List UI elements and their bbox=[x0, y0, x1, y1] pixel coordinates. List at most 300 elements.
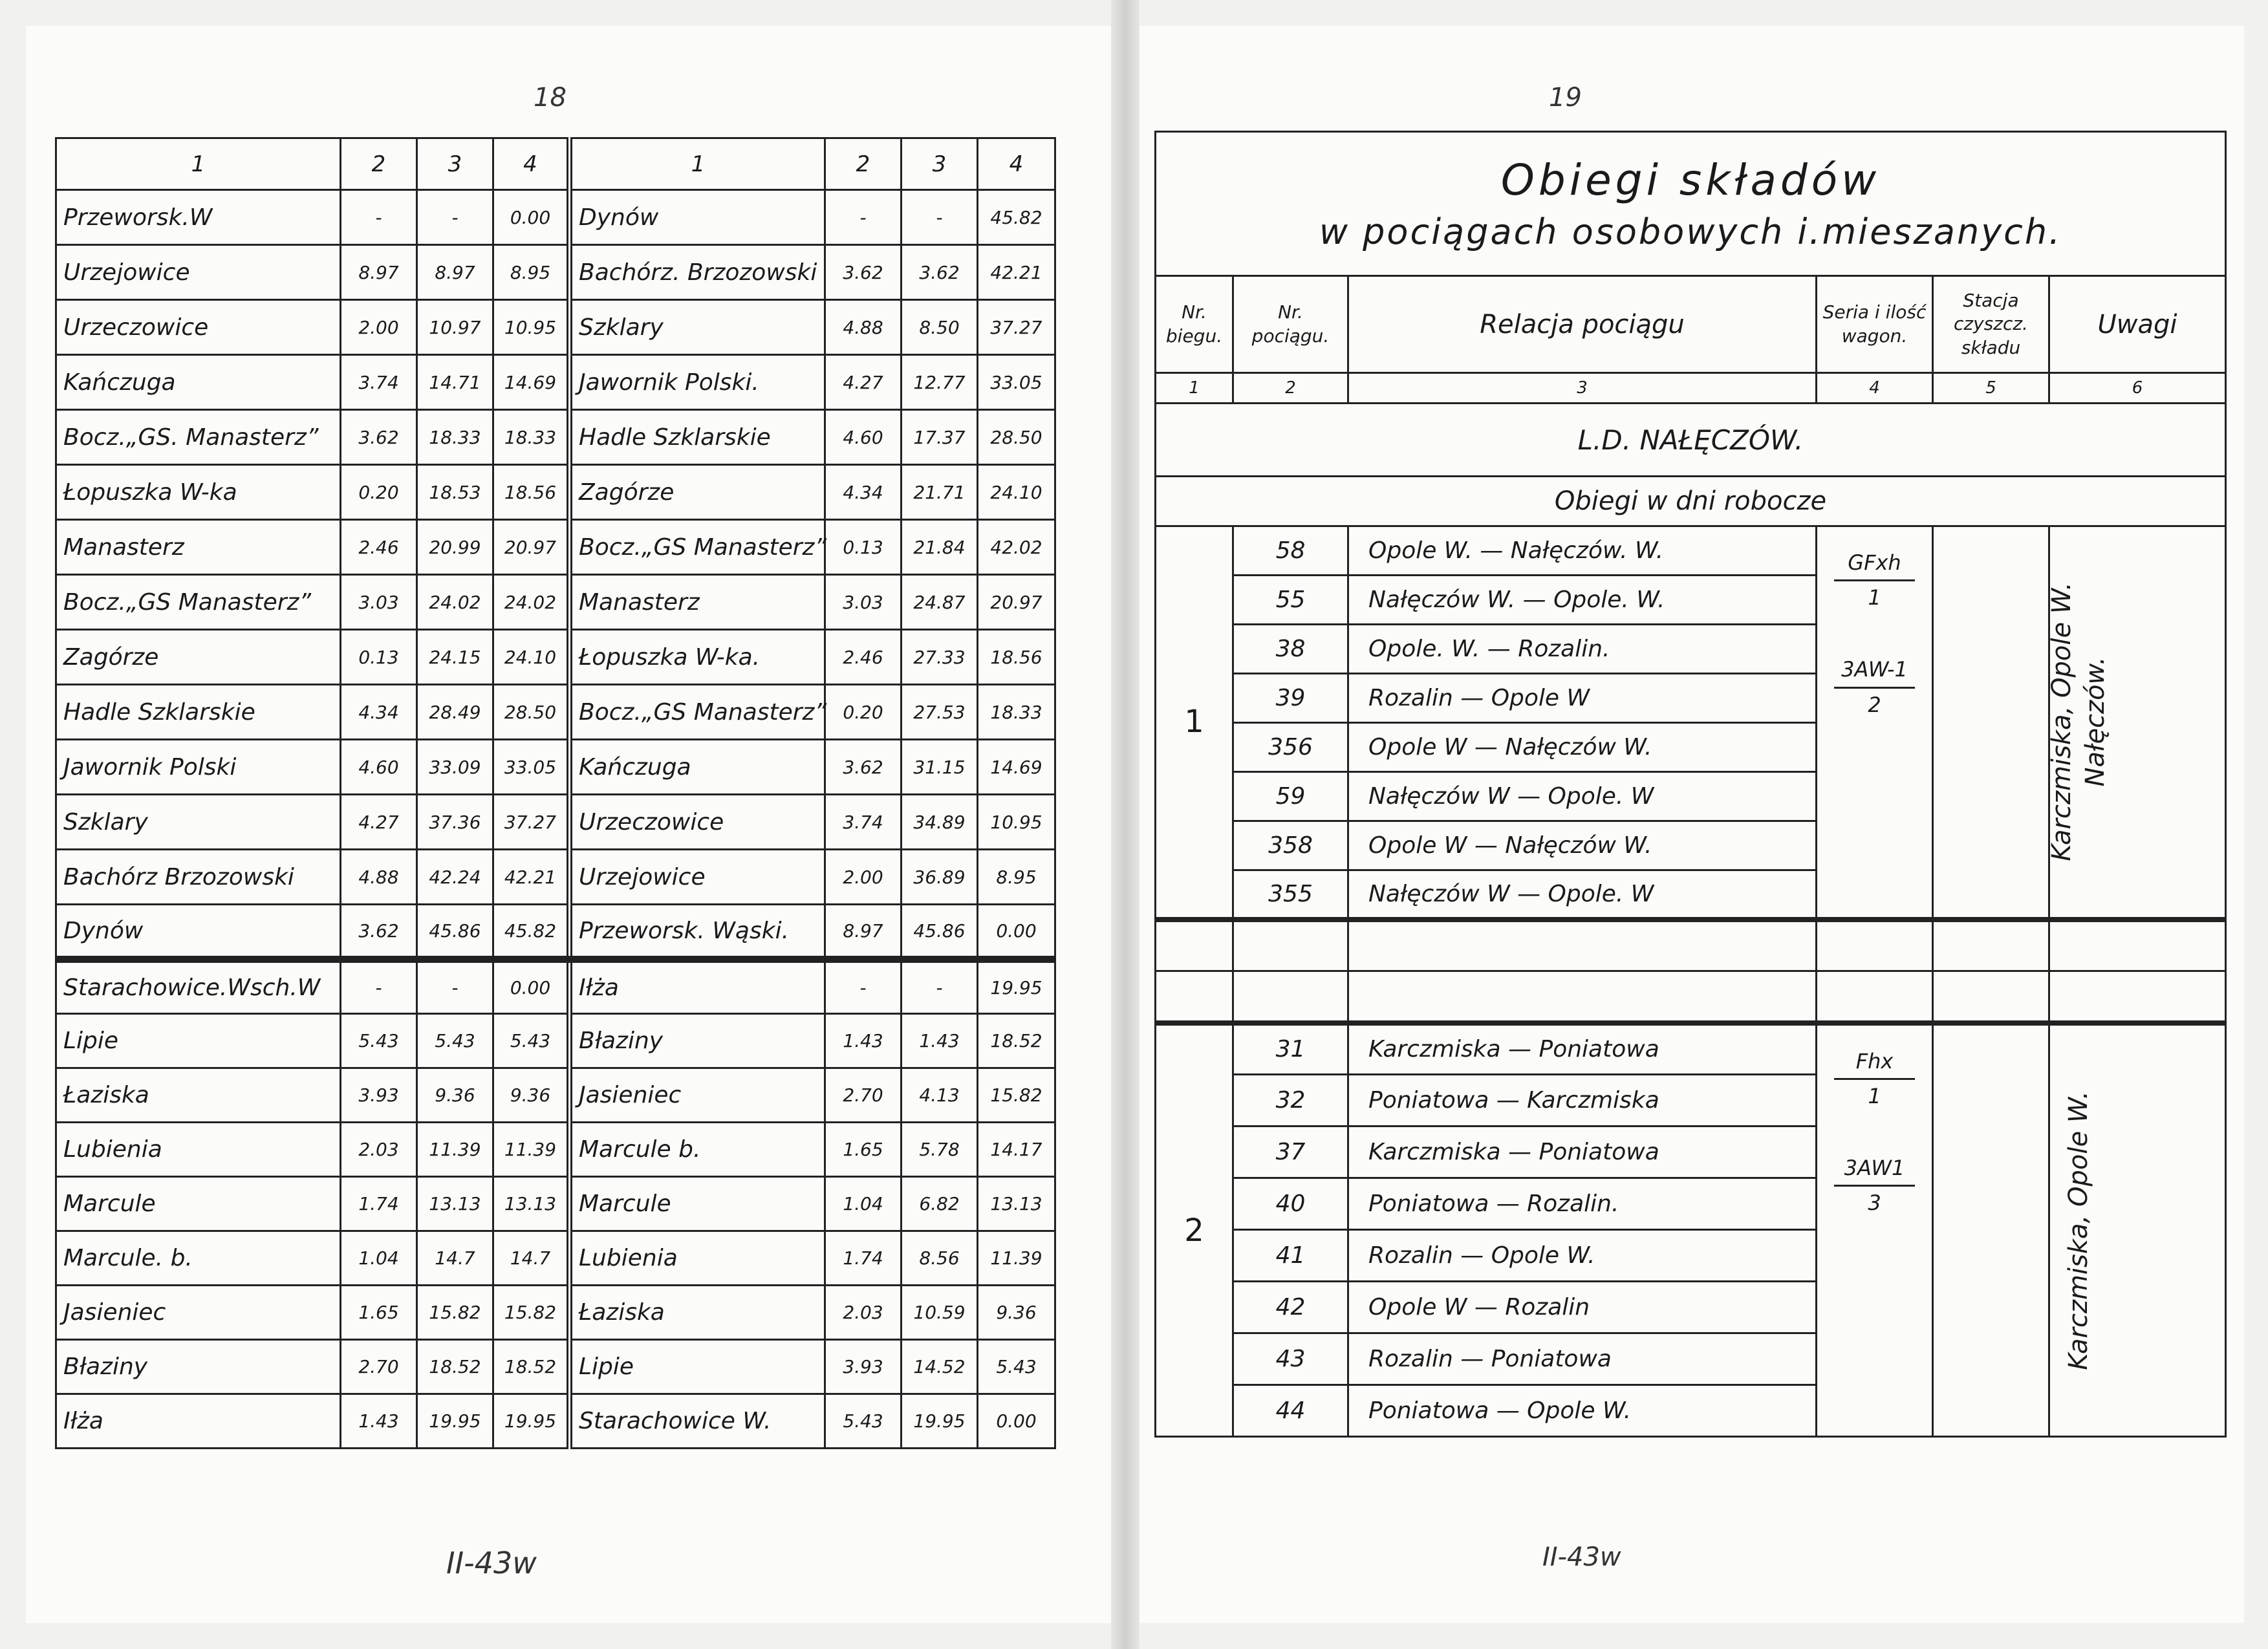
km-value-cell: 2.70 bbox=[341, 1340, 417, 1394]
station-name-cell: Kańczuga bbox=[570, 740, 825, 795]
km-value-cell: 3.62 bbox=[341, 905, 417, 960]
station-name-cell: Dynów bbox=[570, 190, 825, 245]
station-name-cell: Jawornik Polski bbox=[56, 740, 341, 795]
table-row bbox=[56, 795, 1055, 850]
station-name-cell: Bocz.„GS Manasterz” bbox=[570, 520, 825, 575]
km-value-cell: 18.53 bbox=[417, 465, 493, 520]
kilometre-table bbox=[55, 137, 1056, 1449]
cleaning-station-text bbox=[2062, 1091, 2095, 1370]
km-value-cell: 10.95 bbox=[978, 795, 1055, 850]
page-number-left: 18 bbox=[534, 83, 567, 113]
station-name-cell: Hadle Szklarskie bbox=[570, 410, 825, 465]
km-value-cell: 0.00 bbox=[978, 905, 1055, 960]
depot-name: L.D. NAŁĘCZÓW. bbox=[1156, 404, 2226, 477]
station-name-cell: Urzejowice bbox=[56, 245, 341, 300]
km-value-cell: 8.97 bbox=[341, 245, 417, 300]
km-value-cell: 9.36 bbox=[417, 1068, 493, 1123]
km-value-cell: 5.43 bbox=[417, 1014, 493, 1068]
wagon-series-line: 3AW1 bbox=[1834, 1152, 1915, 1187]
circulation-table bbox=[1154, 131, 2227, 1438]
station-name-cell: Iłża bbox=[56, 1394, 341, 1449]
km-value-cell: 4.60 bbox=[341, 740, 417, 795]
km-value-cell: 1.65 bbox=[341, 1286, 417, 1340]
km-value-cell: 2.46 bbox=[341, 520, 417, 575]
table-row bbox=[56, 1286, 1055, 1340]
station-name-cell: Jasieniec bbox=[570, 1068, 825, 1123]
station-name-cell: Manasterz bbox=[56, 520, 341, 575]
train-relation: Opole W — Nałęczów W. bbox=[1348, 723, 1817, 772]
km-value-cell: 11.39 bbox=[417, 1123, 493, 1177]
train-relation: Opole W — Nałęczów W. bbox=[1348, 821, 1817, 870]
km-value-cell: 18.56 bbox=[493, 465, 570, 520]
col-number: 4 bbox=[1817, 373, 1933, 404]
header-relacja: Relacja pociągu bbox=[1348, 276, 1817, 373]
km-value-cell: 14.71 bbox=[417, 355, 493, 410]
km-value-cell: 1.43 bbox=[902, 1014, 978, 1068]
km-value-cell: 19.95 bbox=[493, 1394, 570, 1449]
km-value-cell: 3.03 bbox=[825, 575, 902, 630]
train-relation: Poniatowa — Karczmiska bbox=[1348, 1075, 1817, 1126]
km-value-cell: 0.13 bbox=[341, 630, 417, 685]
table-title bbox=[1156, 132, 2226, 276]
km-value-cell: 3.62 bbox=[341, 410, 417, 465]
km-value-cell: 5.43 bbox=[978, 1340, 1055, 1394]
train-number: 37 bbox=[1233, 1126, 1348, 1178]
km-value-cell: 20.97 bbox=[493, 520, 570, 575]
km-value-cell: 42.21 bbox=[493, 850, 570, 905]
km-value-cell: 18.33 bbox=[417, 410, 493, 465]
train-relation: Rozalin — Opole W bbox=[1348, 674, 1817, 723]
col-number: 6 bbox=[2049, 373, 2226, 404]
km-value-cell: 14.52 bbox=[902, 1340, 978, 1394]
station-name-cell: Bocz.„GS Manasterz” bbox=[570, 685, 825, 740]
km-value-cell: 21.84 bbox=[902, 520, 978, 575]
station-name-cell: Dynów bbox=[56, 905, 341, 960]
table-row bbox=[56, 960, 1055, 1014]
table-row bbox=[56, 245, 1055, 300]
station-name-cell: Jasieniec bbox=[56, 1286, 341, 1340]
train-relation: Karczmiska — Poniatowa bbox=[1348, 1126, 1817, 1178]
blank-cell bbox=[1933, 971, 2049, 1023]
station-name-cell: Przeworsk.W bbox=[56, 190, 341, 245]
km-value-cell: 4.88 bbox=[341, 850, 417, 905]
km-value-cell: 18.52 bbox=[417, 1340, 493, 1394]
km-value-cell: 5.43 bbox=[493, 1014, 570, 1068]
table-row bbox=[56, 1340, 1055, 1394]
station-name-cell: Szklary bbox=[570, 300, 825, 355]
km-value-cell: 5.78 bbox=[902, 1123, 978, 1177]
km-value-cell: 36.89 bbox=[902, 850, 978, 905]
run-number: 1 bbox=[1156, 526, 1233, 920]
section-subtitle: Obiegi w dni robocze bbox=[1156, 477, 2226, 526]
km-value-cell: 24.10 bbox=[978, 465, 1055, 520]
cleaning-station bbox=[1933, 1023, 2093, 1437]
km-value-cell: 4.13 bbox=[902, 1068, 978, 1123]
train-number: 40 bbox=[1233, 1178, 1348, 1230]
km-value-cell: 14.7 bbox=[493, 1231, 570, 1286]
header-seria: Seria i ilość wagon. bbox=[1817, 276, 1933, 373]
km-value-cell: 33.05 bbox=[978, 355, 1055, 410]
column-header: 1 bbox=[56, 138, 341, 190]
train-number: 43 bbox=[1233, 1333, 1348, 1385]
column-header: 4 bbox=[978, 138, 1055, 190]
table-row bbox=[56, 685, 1055, 740]
train-number: 32 bbox=[1233, 1075, 1348, 1126]
train-number: 31 bbox=[1233, 1023, 1348, 1075]
km-value-cell: 2.70 bbox=[825, 1068, 902, 1123]
km-value-cell: 24.15 bbox=[417, 630, 493, 685]
station-name-cell: Marcule. b. bbox=[56, 1231, 341, 1286]
col-number: 3 bbox=[1348, 373, 1817, 404]
km-value-cell: 10.97 bbox=[417, 300, 493, 355]
station-name-cell: Błaziny bbox=[570, 1014, 825, 1068]
km-value-cell: 37.36 bbox=[417, 795, 493, 850]
table-row bbox=[56, 1177, 1055, 1231]
blank-cell bbox=[1817, 971, 1933, 1023]
station-name-cell: Marcule b. bbox=[570, 1123, 825, 1177]
km-value-cell: 3.74 bbox=[341, 355, 417, 410]
km-value-cell: 19.95 bbox=[417, 1394, 493, 1449]
km-value-cell: 45.86 bbox=[417, 905, 493, 960]
km-value-cell: 3.62 bbox=[825, 740, 902, 795]
km-value-cell: 0.13 bbox=[825, 520, 902, 575]
table-row bbox=[56, 1231, 1055, 1286]
km-value-cell: 42.02 bbox=[978, 520, 1055, 575]
station-name-cell: Marcule bbox=[570, 1177, 825, 1231]
km-value-cell: 1.43 bbox=[825, 1014, 902, 1068]
station-name-cell: Przeworsk. Wąski. bbox=[570, 905, 825, 960]
km-value-cell: 24.02 bbox=[417, 575, 493, 630]
table-row bbox=[56, 1123, 1055, 1177]
km-value-cell: 21.71 bbox=[902, 465, 978, 520]
km-value-cell: 45.86 bbox=[902, 905, 978, 960]
km-value-cell: 18.52 bbox=[493, 1340, 570, 1394]
km-value-cell: 3.03 bbox=[341, 575, 417, 630]
header-nr-pociagu: Nr. pociągu. bbox=[1233, 276, 1348, 373]
km-value-cell: 19.95 bbox=[902, 1394, 978, 1449]
km-value-cell: 0.00 bbox=[493, 960, 570, 1014]
km-value-cell: 20.97 bbox=[978, 575, 1055, 630]
book-spine bbox=[1111, 0, 1139, 1649]
station-name-cell: Urzeczowice bbox=[56, 300, 341, 355]
km-value-cell: 12.77 bbox=[902, 355, 978, 410]
km-value-cell: 37.27 bbox=[493, 795, 570, 850]
km-value-cell: 3.93 bbox=[825, 1340, 902, 1394]
km-value-cell: 15.82 bbox=[417, 1286, 493, 1340]
station-name-cell: Marcule bbox=[56, 1177, 341, 1231]
table-row bbox=[56, 355, 1055, 410]
column-header: 4 bbox=[493, 138, 570, 190]
km-value-cell: 4.27 bbox=[825, 355, 902, 410]
km-value-cell: 34.89 bbox=[902, 795, 978, 850]
station-name-cell: Urzeczowice bbox=[570, 795, 825, 850]
blank-cell bbox=[2049, 971, 2226, 1023]
km-value-cell: 8.95 bbox=[978, 850, 1055, 905]
km-value-cell: 13.13 bbox=[493, 1177, 570, 1231]
km-value-cell: 11.39 bbox=[493, 1123, 570, 1177]
km-value-cell: 8.56 bbox=[902, 1231, 978, 1286]
km-value-cell: - bbox=[825, 960, 902, 1014]
station-name-cell: Zagórze bbox=[570, 465, 825, 520]
station-name-cell: Szklary bbox=[56, 795, 341, 850]
km-value-cell: 4.60 bbox=[825, 410, 902, 465]
table-header-row bbox=[56, 138, 1055, 190]
wagon-series-line: 3AW-1 bbox=[1834, 653, 1915, 688]
table-row bbox=[56, 520, 1055, 575]
km-value-cell: 14.69 bbox=[493, 355, 570, 410]
km-value-cell: 14.17 bbox=[978, 1123, 1055, 1177]
train-relation: Nałęczów W. — Opole. W. bbox=[1348, 576, 1817, 625]
km-value-cell: 45.82 bbox=[978, 190, 1055, 245]
blank-cell bbox=[1156, 971, 1233, 1023]
km-value-cell: 2.00 bbox=[825, 850, 902, 905]
km-value-cell: 18.33 bbox=[978, 685, 1055, 740]
train-number: 41 bbox=[1233, 1230, 1348, 1282]
station-name-cell: Lipie bbox=[56, 1014, 341, 1068]
table-row bbox=[56, 575, 1055, 630]
train-number: 356 bbox=[1233, 723, 1348, 772]
col-number: 2 bbox=[1233, 373, 1348, 404]
km-value-cell: 33.09 bbox=[417, 740, 493, 795]
header-stacja: Stacja czyszcz. składu bbox=[1933, 276, 2049, 373]
km-value-cell: 4.34 bbox=[825, 465, 902, 520]
station-name-cell: Manasterz bbox=[570, 575, 825, 630]
km-value-cell: 18.33 bbox=[493, 410, 570, 465]
table-row bbox=[56, 465, 1055, 520]
station-name-cell: Zagórze bbox=[56, 630, 341, 685]
station-name-cell: Hadle Szklarskie bbox=[56, 685, 341, 740]
km-value-cell: 9.36 bbox=[978, 1286, 1055, 1340]
km-value-cell: 2.46 bbox=[825, 630, 902, 685]
km-value-cell: 9.36 bbox=[493, 1068, 570, 1123]
header-uwagi: Uwagi bbox=[2049, 276, 2226, 373]
km-value-cell: 28.49 bbox=[417, 685, 493, 740]
train-number: 58 bbox=[1233, 526, 1348, 576]
train-row bbox=[1156, 1023, 2226, 1075]
km-value-cell: 18.56 bbox=[978, 630, 1055, 685]
train-number: 44 bbox=[1233, 1385, 1348, 1437]
wagon-series-line: 1 bbox=[1868, 1083, 1881, 1108]
km-value-cell: - bbox=[341, 960, 417, 1014]
station-name-cell: Bachórz Brzozowski bbox=[56, 850, 341, 905]
km-value-cell: 2.03 bbox=[825, 1286, 902, 1340]
train-relation: Poniatowa — Opole W. bbox=[1348, 1385, 1817, 1437]
km-value-cell: 33.05 bbox=[493, 740, 570, 795]
km-value-cell: - bbox=[902, 960, 978, 1014]
km-value-cell: 1.04 bbox=[341, 1231, 417, 1286]
station-name-cell: Urzejowice bbox=[570, 850, 825, 905]
column-header: 3 bbox=[902, 138, 978, 190]
km-value-cell: 42.24 bbox=[417, 850, 493, 905]
station-name-cell: Lubienia bbox=[56, 1123, 341, 1177]
column-header: 2 bbox=[341, 138, 417, 190]
km-value-cell: 14.7 bbox=[417, 1231, 493, 1286]
blank-cell bbox=[1233, 971, 1348, 1023]
wagon-series-line: 3 bbox=[1868, 1191, 1881, 1216]
train-number: 55 bbox=[1233, 576, 1348, 625]
table-row bbox=[56, 1014, 1055, 1068]
train-relation: Opole W — Rozalin bbox=[1348, 1282, 1817, 1333]
km-value-cell: 10.59 bbox=[902, 1286, 978, 1340]
km-value-cell: 1.65 bbox=[825, 1123, 902, 1177]
km-value-cell: 15.82 bbox=[978, 1068, 1055, 1123]
km-value-cell: 24.10 bbox=[493, 630, 570, 685]
cleaning-station-line: Karczmiska, Opole W. bbox=[2046, 582, 2077, 862]
km-value-cell: 0.00 bbox=[493, 190, 570, 245]
km-value-cell: 1.04 bbox=[825, 1177, 902, 1231]
page-number-right: 19 bbox=[1549, 83, 1582, 113]
km-value-cell: 15.82 bbox=[493, 1286, 570, 1340]
km-value-cell: 31.15 bbox=[902, 740, 978, 795]
km-value-cell: 37.27 bbox=[978, 300, 1055, 355]
title-line-2: w pociągach osobowych i.mieszanych. bbox=[1319, 211, 2062, 253]
km-value-cell: 24.02 bbox=[493, 575, 570, 630]
km-value-cell: 8.50 bbox=[902, 300, 978, 355]
km-value-cell: 3.62 bbox=[902, 245, 978, 300]
station-name-cell: Iłża bbox=[570, 960, 825, 1014]
blank-cell bbox=[1348, 971, 1817, 1023]
train-relation: Rozalin — Opole W. bbox=[1348, 1230, 1817, 1282]
km-value-cell: - bbox=[417, 190, 493, 245]
wagon-series-line: 1 bbox=[1868, 585, 1881, 610]
km-value-cell: 17.37 bbox=[902, 410, 978, 465]
cleaning-station-line: Nałęczów. bbox=[2080, 656, 2110, 787]
km-value-cell: 8.95 bbox=[493, 245, 570, 300]
cleaning-station-text bbox=[2045, 582, 2112, 861]
km-value-cell: 28.50 bbox=[978, 410, 1055, 465]
wagon-series-line: GFxh bbox=[1834, 546, 1915, 581]
km-value-cell: 42.21 bbox=[978, 245, 1055, 300]
km-value-cell: 6.82 bbox=[902, 1177, 978, 1231]
station-name-cell: Starachowice.Wsch.W bbox=[56, 960, 341, 1014]
table-row bbox=[56, 190, 1055, 245]
km-value-cell: 3.93 bbox=[341, 1068, 417, 1123]
train-relation: Opole. W. — Rozalin. bbox=[1348, 625, 1817, 674]
header-nr-biegu: Nr. biegu. bbox=[1156, 276, 1233, 373]
km-value-cell: 2.03 bbox=[341, 1123, 417, 1177]
km-value-cell: 0.00 bbox=[978, 1394, 1055, 1449]
column-header: 2 bbox=[825, 138, 902, 190]
station-name-cell: Łaziska bbox=[56, 1068, 341, 1123]
blank-cell bbox=[1817, 920, 1933, 971]
km-value-cell: 27.53 bbox=[902, 685, 978, 740]
train-relation: Rozalin — Poniatowa bbox=[1348, 1333, 1817, 1385]
km-value-cell: 4.27 bbox=[341, 795, 417, 850]
table-row bbox=[56, 1068, 1055, 1123]
km-value-cell: 5.43 bbox=[825, 1394, 902, 1449]
km-value-cell: 18.52 bbox=[978, 1014, 1055, 1068]
blank-cell bbox=[1156, 920, 1233, 971]
km-value-cell: 3.74 bbox=[825, 795, 902, 850]
train-number: 355 bbox=[1233, 870, 1348, 920]
train-number: 358 bbox=[1233, 821, 1348, 870]
km-value-cell: 24.87 bbox=[902, 575, 978, 630]
train-number: 59 bbox=[1233, 772, 1348, 821]
km-value-cell: 45.82 bbox=[493, 905, 570, 960]
km-value-cell: 13.13 bbox=[417, 1177, 493, 1231]
station-name-cell: Bachórz. Brzozowski bbox=[570, 245, 825, 300]
km-value-cell: 14.69 bbox=[978, 740, 1055, 795]
km-value-cell: 11.39 bbox=[978, 1231, 1055, 1286]
km-value-cell: 4.88 bbox=[825, 300, 902, 355]
station-name-cell: Lubienia bbox=[570, 1231, 825, 1286]
train-relation: Nałęczów W — Opole. W bbox=[1348, 870, 1817, 920]
table-row bbox=[56, 1394, 1055, 1449]
table-row bbox=[56, 740, 1055, 795]
wagon-series bbox=[1817, 1023, 1933, 1437]
train-relation: Poniatowa — Rozalin. bbox=[1348, 1178, 1817, 1230]
train-relation: Nałęczów W — Opole. W bbox=[1348, 772, 1817, 821]
station-name-cell: Łopuszka W-ka. bbox=[570, 630, 825, 685]
blank-cell bbox=[1233, 920, 1348, 971]
wagon-series-line: Fhx bbox=[1834, 1045, 1915, 1080]
km-value-cell: 13.13 bbox=[978, 1177, 1055, 1231]
km-value-cell: 10.95 bbox=[493, 300, 570, 355]
km-value-cell: - bbox=[341, 190, 417, 245]
blank-cell bbox=[1933, 920, 2049, 971]
km-value-cell: - bbox=[417, 960, 493, 1014]
column-header: 1 bbox=[570, 138, 825, 190]
train-relation: Opole W. — Nałęczów. W. bbox=[1348, 526, 1817, 576]
table-row bbox=[56, 300, 1055, 355]
col-number: 1 bbox=[1156, 373, 1233, 404]
km-value-cell: - bbox=[902, 190, 978, 245]
station-name-cell: Łopuszka W-ka bbox=[56, 465, 341, 520]
column-header: 3 bbox=[417, 138, 493, 190]
km-value-cell: 28.50 bbox=[493, 685, 570, 740]
km-value-cell: 19.95 bbox=[978, 960, 1055, 1014]
station-name-cell: Jawornik Polski. bbox=[570, 355, 825, 410]
km-value-cell: 4.34 bbox=[341, 685, 417, 740]
train-number: 42 bbox=[1233, 1282, 1348, 1333]
train-row bbox=[1156, 526, 2226, 576]
stamp-right: II-43w bbox=[1542, 1542, 1621, 1572]
wagon-series bbox=[1817, 526, 1933, 920]
blank-cell bbox=[2049, 920, 2226, 971]
station-name-cell: Kańczuga bbox=[56, 355, 341, 410]
table-row bbox=[56, 630, 1055, 685]
km-value-cell: 20.99 bbox=[417, 520, 493, 575]
station-name-cell: Łaziska bbox=[570, 1286, 825, 1340]
station-name-cell: Starachowice W. bbox=[570, 1394, 825, 1449]
stamp-left: II-43w bbox=[446, 1546, 537, 1580]
wagon-series-line: 2 bbox=[1868, 692, 1881, 717]
train-relation: Karczmiska — Poniatowa bbox=[1348, 1023, 1817, 1075]
title-line-1: Obiegi składów bbox=[1500, 155, 1881, 205]
km-value-cell: 8.97 bbox=[417, 245, 493, 300]
station-name-cell: Lipie bbox=[570, 1340, 825, 1394]
km-value-cell: 1.43 bbox=[341, 1394, 417, 1449]
km-value-cell: 5.43 bbox=[341, 1014, 417, 1068]
cleaning-station bbox=[1933, 526, 2110, 920]
km-value-cell: 3.62 bbox=[825, 245, 902, 300]
train-number: 39 bbox=[1233, 674, 1348, 723]
km-value-cell: 1.74 bbox=[341, 1177, 417, 1231]
cleaning-station-line: Karczmiska, Opole W. bbox=[2063, 1090, 2093, 1370]
run-number: 2 bbox=[1156, 1023, 1233, 1437]
station-name-cell: Bocz.„GS Manasterz” bbox=[56, 575, 341, 630]
train-number: 38 bbox=[1233, 625, 1348, 674]
table-row bbox=[56, 905, 1055, 960]
km-value-cell: 0.20 bbox=[341, 465, 417, 520]
km-value-cell: 0.20 bbox=[825, 685, 902, 740]
km-value-cell: 8.97 bbox=[825, 905, 902, 960]
km-value-cell: 2.00 bbox=[341, 300, 417, 355]
table-row bbox=[56, 850, 1055, 905]
station-name-cell: Bocz.„GS. Manasterz” bbox=[56, 410, 341, 465]
km-value-cell: 27.33 bbox=[902, 630, 978, 685]
station-name-cell: Błaziny bbox=[56, 1340, 341, 1394]
